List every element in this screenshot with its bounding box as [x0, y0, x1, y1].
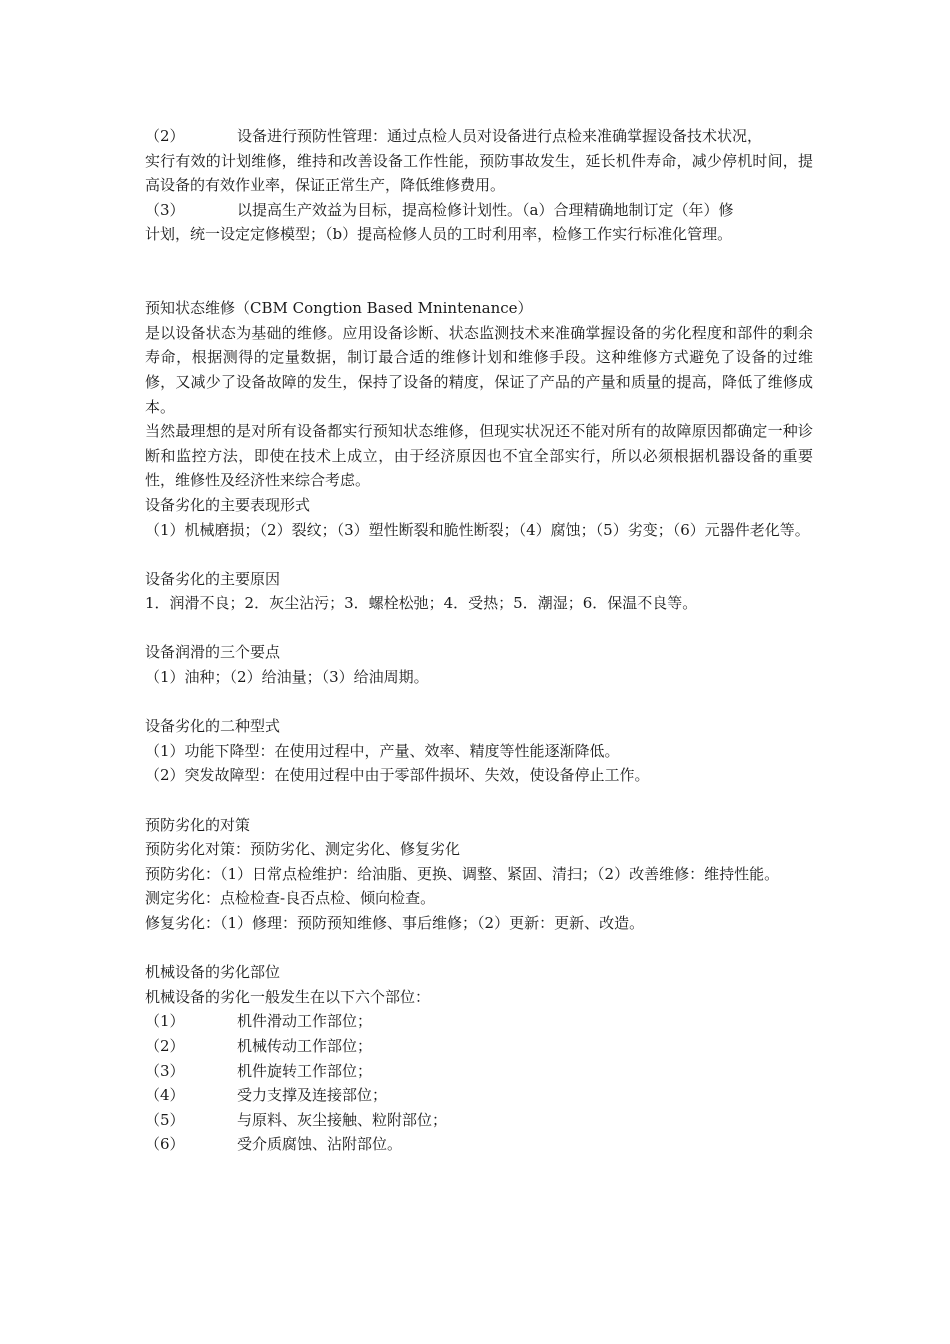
countermeasures-line-1: 预防劣化对策：预防劣化、测定劣化、修复劣化: [145, 840, 461, 859]
countermeasures-heading: 预防劣化的对策: [145, 815, 251, 834]
cbm-heading: 预知状态维修（CBM Congtion Based Mnintenance）: [145, 299, 533, 318]
list-number: （5）: [145, 1110, 185, 1129]
list-number: （3）: [145, 1061, 185, 1080]
list-text: 以提高生产效益为目标，提高检修计划性。（a）合理精确地制订定（年）修: [237, 200, 734, 219]
list-text: 机件滑动工作部位；: [237, 1012, 373, 1031]
list-text: 与原料、灰尘接触、粒附部位；: [237, 1110, 448, 1129]
parts-heading: 机械设备的劣化部位: [145, 963, 281, 982]
parts-list-item: [145, 1083, 813, 1108]
intro-item-2-continuation: 实行有效的计划维修，维持和改善设备工作性能，预防事故发生，延长机件寿命，减少停机时间，提高设备的有效作业率，保证正常生产，降低维修费用。: [145, 151, 813, 195]
types-item-2: （2）突发故障型：在使用过程中由于零部件损坏、失效，使设备停止工作。: [145, 766, 650, 785]
parts-list-item: [145, 1059, 813, 1084]
causes-heading: 设备劣化的主要原因: [145, 569, 281, 588]
list-number: （4）: [145, 1086, 185, 1105]
list-number: （3）: [145, 200, 185, 219]
parts-list-item: [145, 1034, 813, 1059]
deterioration-forms-text: （1）机械磨损；（2）裂纹；（3）塑性断裂和脆性断裂；（4）腐蚀；（5）劣变；（6）元器件老化等。: [145, 520, 810, 539]
list-text: 受介质腐蚀、沾附部位。: [237, 1135, 403, 1154]
causes-text: 1．润滑不良；2．灰尘沾污；3．螺栓松弛；4．受热；5．潮湿；6．保温不良等。: [145, 594, 698, 613]
parts-list-item: [145, 1009, 813, 1034]
countermeasures-line-4: 修复劣化：（1）修理：预防预知维修、事后维修；（2）更新：更新、改造。: [145, 914, 645, 932]
cbm-paragraph-1: 是以设备状态为基础的维修。应用设备诊断、状态监测技术来准确掌握设备的劣化程度和部件的剩余寿命，根据测得的定量数据，制订最合适的维修计划和维修手段。这种维修方式避免了设备的过维修，又减少了设备故障的发生，保持了设备的精度，保证了产品的产量和质量的提高，降低了维修成本。: [145, 323, 813, 416]
parts-intro: 机械设备的劣化一般发生在以下六个部位：: [145, 987, 431, 1006]
intro-item-2: [145, 124, 813, 149]
deterioration-forms-heading: 设备劣化的主要表现形式: [145, 495, 311, 514]
list-number: （2）: [145, 127, 185, 145]
parts-list-item: [145, 1108, 813, 1133]
list-number: （6）: [145, 1135, 185, 1154]
list-text: 机件旋转工作部位；: [237, 1061, 373, 1080]
countermeasures-line-2: 预防劣化：（1）日常点检维护：给油脂、更换、调整、紧固、清扫；（2）改善维修：维持性能。: [145, 864, 780, 883]
intro-item-3-continuation: 计划，统一设定定修模型；（b）提高检修人员的工时利用率，检修工作实行标准化管理。: [145, 225, 733, 244]
list-text: 设备进行预防性管理：通过点检人员对设备进行点检来准确掌握设备技术状况，: [237, 127, 763, 145]
list-text: 机械传动工作部位；: [237, 1036, 373, 1055]
list-text: 受力支撑及连接部位；: [237, 1086, 388, 1105]
types-item-1: （1）功能下降型：在使用过程中，产量、效率、精度等性能逐渐降低。: [145, 741, 620, 760]
intro-item-3: [145, 198, 813, 223]
lubrication-text: （1）油种；（2）给油量；（3）给油周期。: [145, 668, 429, 687]
document-page: [145, 124, 813, 1157]
cbm-paragraph-2: 当然最理想的是对所有设备都实行预知状态维修，但现实状况还不能对所有的故障原因都确定一种诊断和监控方法，即使在技术上成立，由于经济原因也不宜全部实行，所以必须根据机器设备的重要性，维修性及经济性来综合考虑。: [145, 422, 813, 490]
list-number: （2）: [145, 1036, 185, 1055]
list-number: （1）: [145, 1012, 185, 1031]
lubrication-heading: 设备润滑的三个要点: [145, 643, 281, 662]
countermeasures-line-3: 测定劣化：点检检查-良否点检、倾向检查。: [145, 889, 436, 908]
parts-list-item: [145, 1132, 813, 1157]
types-heading: 设备劣化的二种型式: [145, 717, 281, 736]
